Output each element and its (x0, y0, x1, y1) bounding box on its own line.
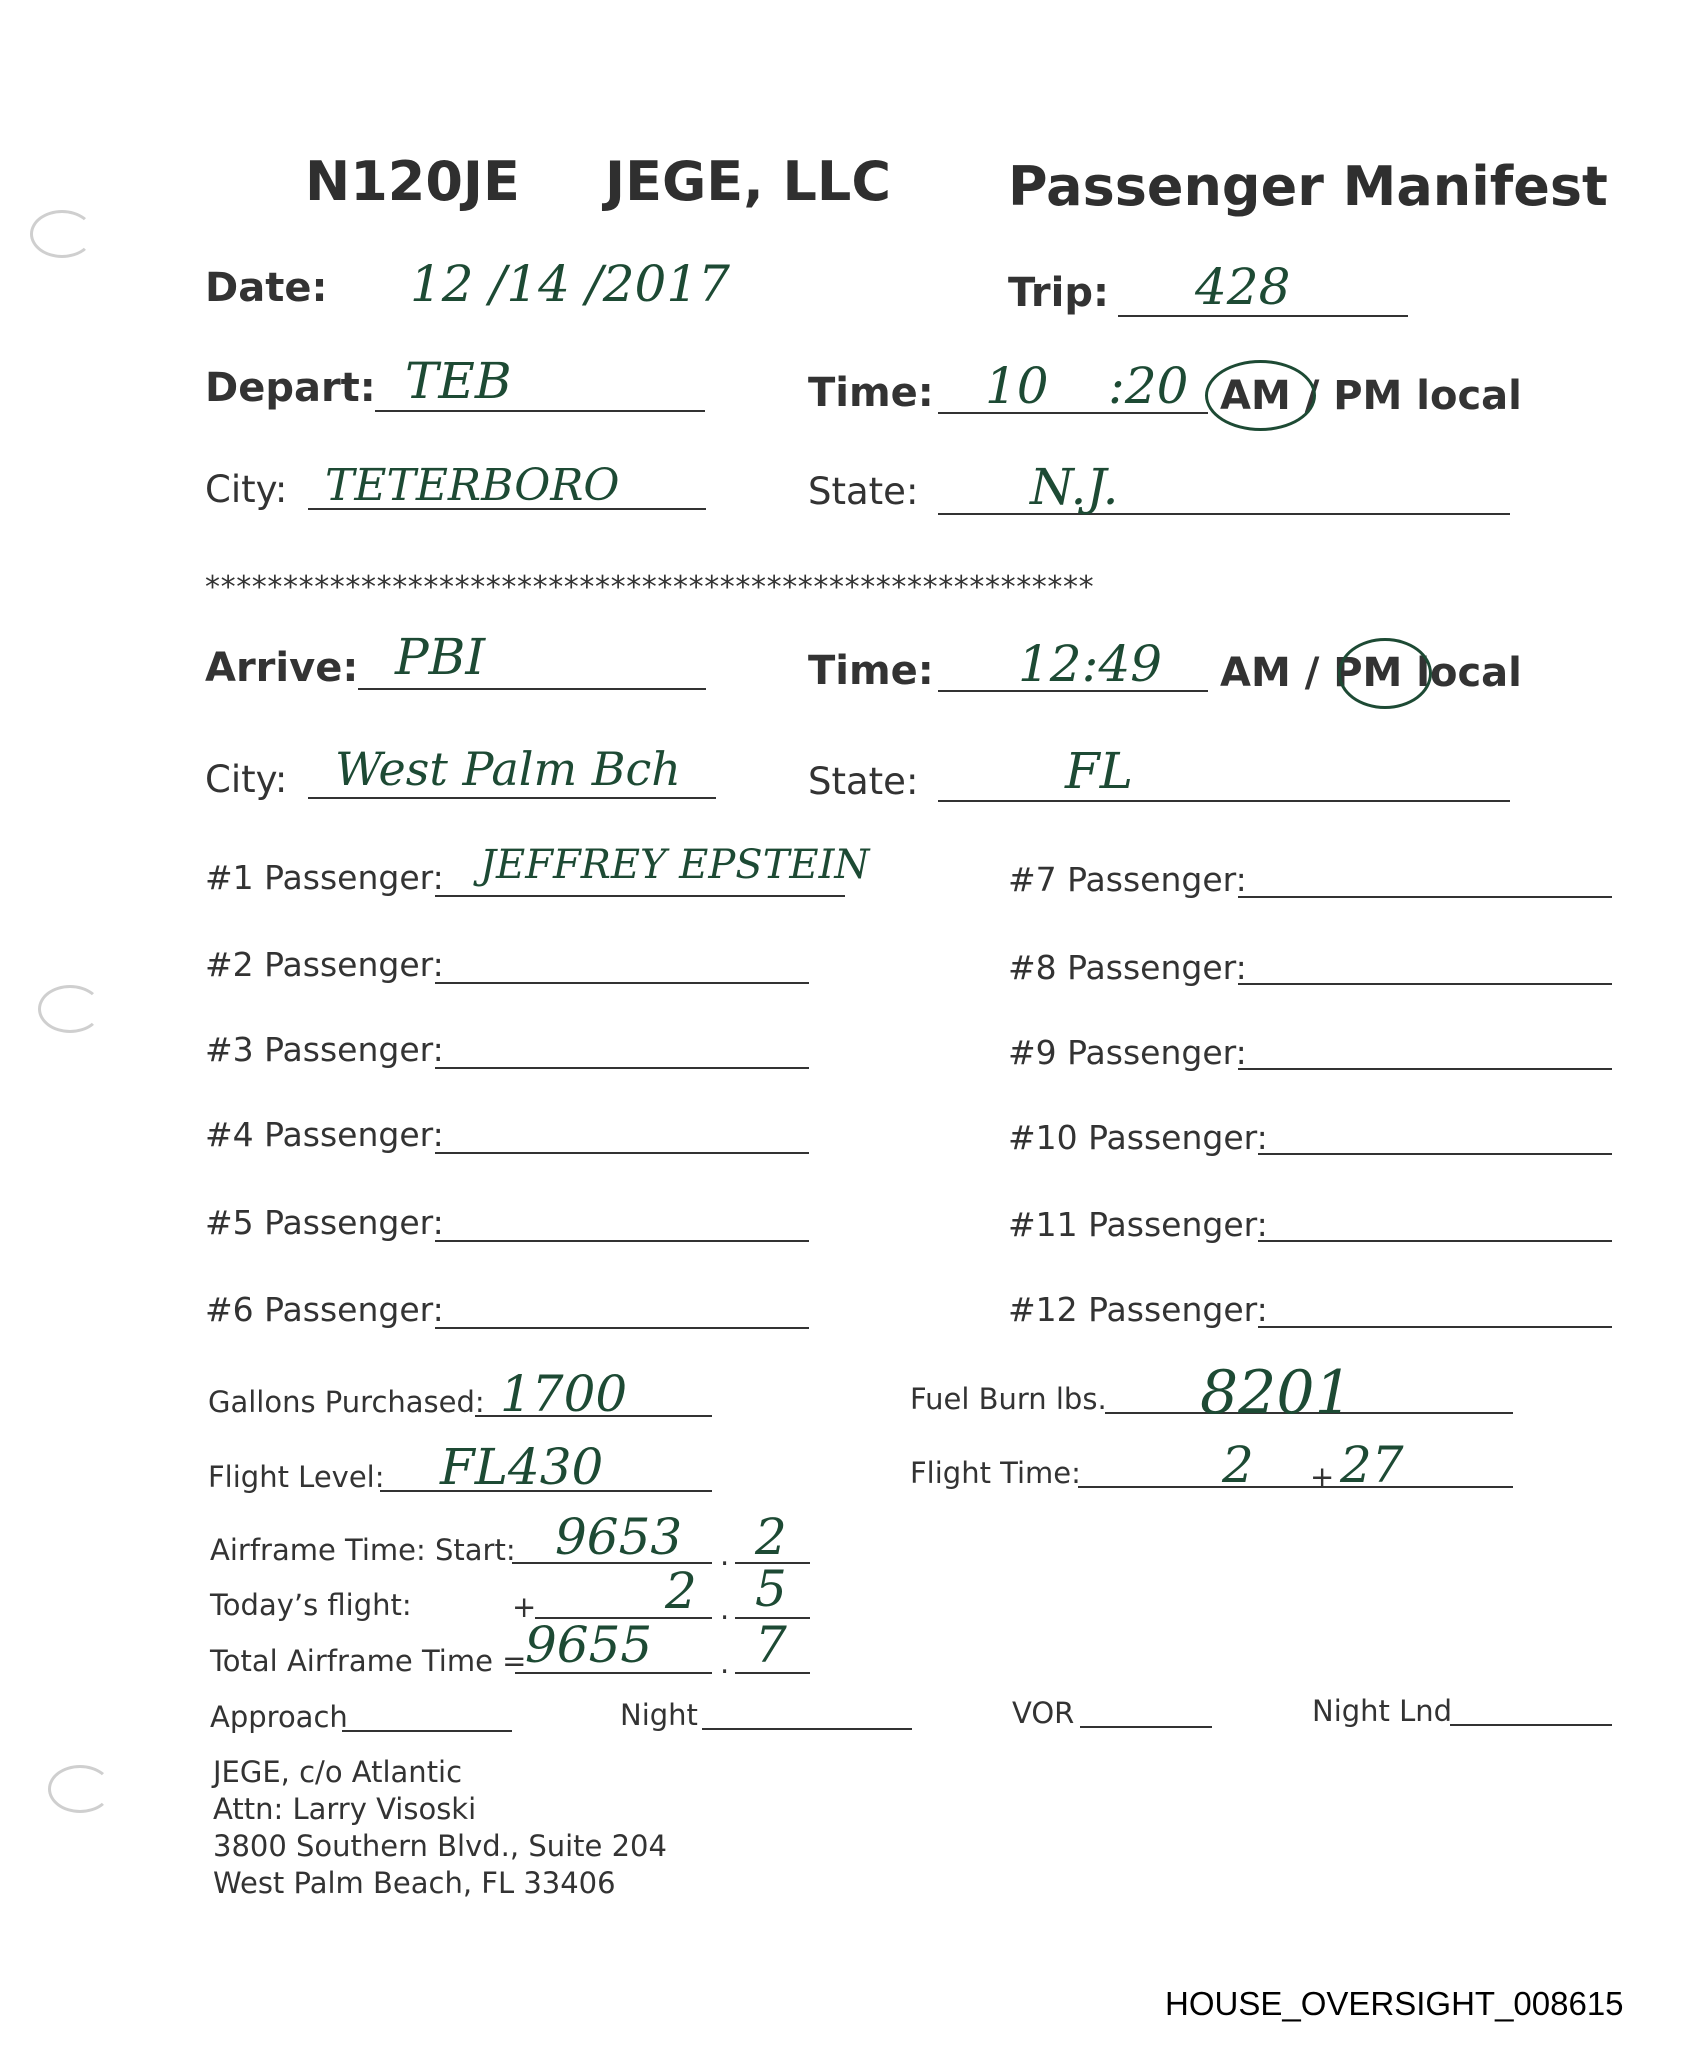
fuel-burn-value: 8201 (1200, 1358, 1353, 1428)
night-lnd-line (1450, 1724, 1612, 1726)
binder-hole-top (30, 210, 94, 258)
depart-state-value: N.J. (1030, 458, 1119, 516)
arrive-state-line (938, 800, 1510, 802)
address-line: JEGE, c/o Atlantic (213, 1755, 463, 1789)
todays-flight-tenth: 5 (755, 1560, 787, 1618)
arrive-city-line (308, 797, 716, 799)
depart-am-pm-local: AM / PM local (1220, 373, 1522, 419)
passenger-label: #9 Passenger: (1008, 1033, 1247, 1072)
arrive-time-value: 12:49 (1018, 635, 1163, 693)
page-title: Passenger Manifest (1008, 155, 1608, 218)
gallons-value: 1700 (500, 1365, 628, 1423)
passenger-line (435, 1152, 809, 1154)
date-value: 12 /14 /2017 (410, 255, 730, 313)
flight-level-label: Flight Level: (208, 1460, 385, 1494)
total-airframe-whole: 9655 (525, 1616, 653, 1674)
flight-time-minutes: 27 (1340, 1436, 1404, 1494)
passenger-line (435, 982, 809, 984)
fuel-burn-label: Fuel Burn lbs. (910, 1382, 1107, 1416)
passenger-label: #10 Passenger: (1008, 1118, 1268, 1157)
depart-state-label: State: (808, 470, 919, 513)
approach-line (342, 1730, 512, 1732)
flight-time-line (1078, 1486, 1513, 1488)
approach-label: Approach (210, 1700, 348, 1734)
address-line: 3800 Southern Blvd., Suite 204 (213, 1829, 667, 1863)
asterisk-divider: ********************************************************* (205, 570, 1095, 605)
airframe-start-label: Airframe Time: Start: (210, 1533, 516, 1567)
trip-value: 428 (1195, 258, 1291, 316)
passenger-1-value: JEFFREY EPSTEIN (480, 842, 870, 888)
vor-line (1080, 1726, 1212, 1728)
night-label: Night (620, 1698, 698, 1732)
binder-hole-bottom (48, 1765, 112, 1813)
tail-number: N120JE (305, 150, 520, 213)
arrive-state-label: State: (808, 760, 919, 803)
airframe-start-whole: 9653 (555, 1508, 683, 1566)
todays-flight-dot: . (720, 1592, 730, 1626)
depart-minutes: :20 (1108, 357, 1189, 415)
passenger-label: #12 Passenger: (1008, 1290, 1268, 1329)
passenger-label: #3 Passenger: (205, 1030, 444, 1069)
depart-state-line (938, 513, 1510, 515)
todays-flight-whole: 2 (665, 1562, 697, 1620)
arrive-line (358, 688, 706, 690)
passenger-line (1258, 1240, 1612, 1242)
pm-circle-mark (1338, 638, 1432, 709)
depart-city-label: City: (205, 468, 288, 511)
arrive-time-label: Time: (808, 648, 934, 694)
total-airframe-tenth: 7 (755, 1616, 787, 1674)
passenger-line (435, 895, 845, 897)
vor-label: VOR (1012, 1696, 1075, 1730)
todays-flight-label: Today’s flight: (210, 1588, 412, 1622)
passenger-line (1238, 1068, 1612, 1070)
arrive-value: PBI (395, 628, 486, 686)
passenger-label: #7 Passenger: (1008, 860, 1247, 899)
total-airframe-label: Total Airframe Time = (210, 1644, 527, 1678)
arrive-city-value: West Palm Bch (335, 742, 681, 796)
flight-time-hours: 2 (1222, 1436, 1254, 1494)
arrive-label: Arrive: (205, 645, 359, 691)
passenger-line (1238, 896, 1612, 898)
airframe-start-dot: . (720, 1538, 730, 1572)
address-line: West Palm Beach, FL 33406 (213, 1866, 616, 1900)
arrive-state-value: FL (1065, 742, 1133, 800)
arrive-am-pm-local: AM / PM local (1220, 650, 1522, 696)
depart-line (375, 410, 705, 412)
night-lnd-label: Night Lnd (1312, 1694, 1453, 1728)
passenger-line (1238, 983, 1612, 985)
passenger-label: #5 Passenger: (205, 1203, 444, 1242)
trip-label: Trip: (1008, 270, 1109, 316)
passenger-label: #4 Passenger: (205, 1115, 444, 1154)
gallons-purchased-label: Gallons Purchased: (208, 1385, 485, 1419)
passenger-line (435, 1067, 809, 1069)
date-label: Date: (205, 265, 328, 311)
depart-value: TEB (405, 352, 512, 410)
todays-flight-plus: + (512, 1590, 537, 1624)
bates-number: HOUSE_OVERSIGHT_008615 (1165, 1985, 1624, 2022)
flight-level-value: FL430 (440, 1438, 604, 1496)
passenger-line (1258, 1153, 1612, 1155)
depart-hour: 10 (985, 357, 1049, 415)
am-circle-mark (1205, 360, 1316, 431)
company-name: JEGE, LLC (605, 150, 891, 213)
passenger-label: #8 Passenger: (1008, 948, 1247, 987)
passenger-line (435, 1240, 809, 1242)
binder-hole-middle (38, 985, 102, 1033)
depart-city-value: TETERBORO (325, 460, 620, 511)
passenger-label: #1 Passenger: (205, 858, 444, 897)
airframe-start-tenth: 2 (755, 1508, 787, 1566)
passenger-line (435, 1327, 809, 1329)
depart-time-label: Time: (808, 370, 934, 416)
passenger-line (1258, 1326, 1612, 1328)
passenger-label: #11 Passenger: (1008, 1205, 1268, 1244)
flight-time-label: Flight Time: (910, 1456, 1081, 1490)
night-line (702, 1728, 912, 1730)
total-airframe-dot: . (720, 1646, 730, 1680)
passenger-label: #2 Passenger: (205, 945, 444, 984)
address-line: Attn: Larry Visoski (213, 1792, 477, 1826)
passenger-label: #6 Passenger: (205, 1290, 444, 1329)
flight-time-plus: + (1310, 1460, 1335, 1494)
arrive-city-label: City: (205, 758, 288, 801)
depart-label: Depart: (205, 365, 376, 411)
